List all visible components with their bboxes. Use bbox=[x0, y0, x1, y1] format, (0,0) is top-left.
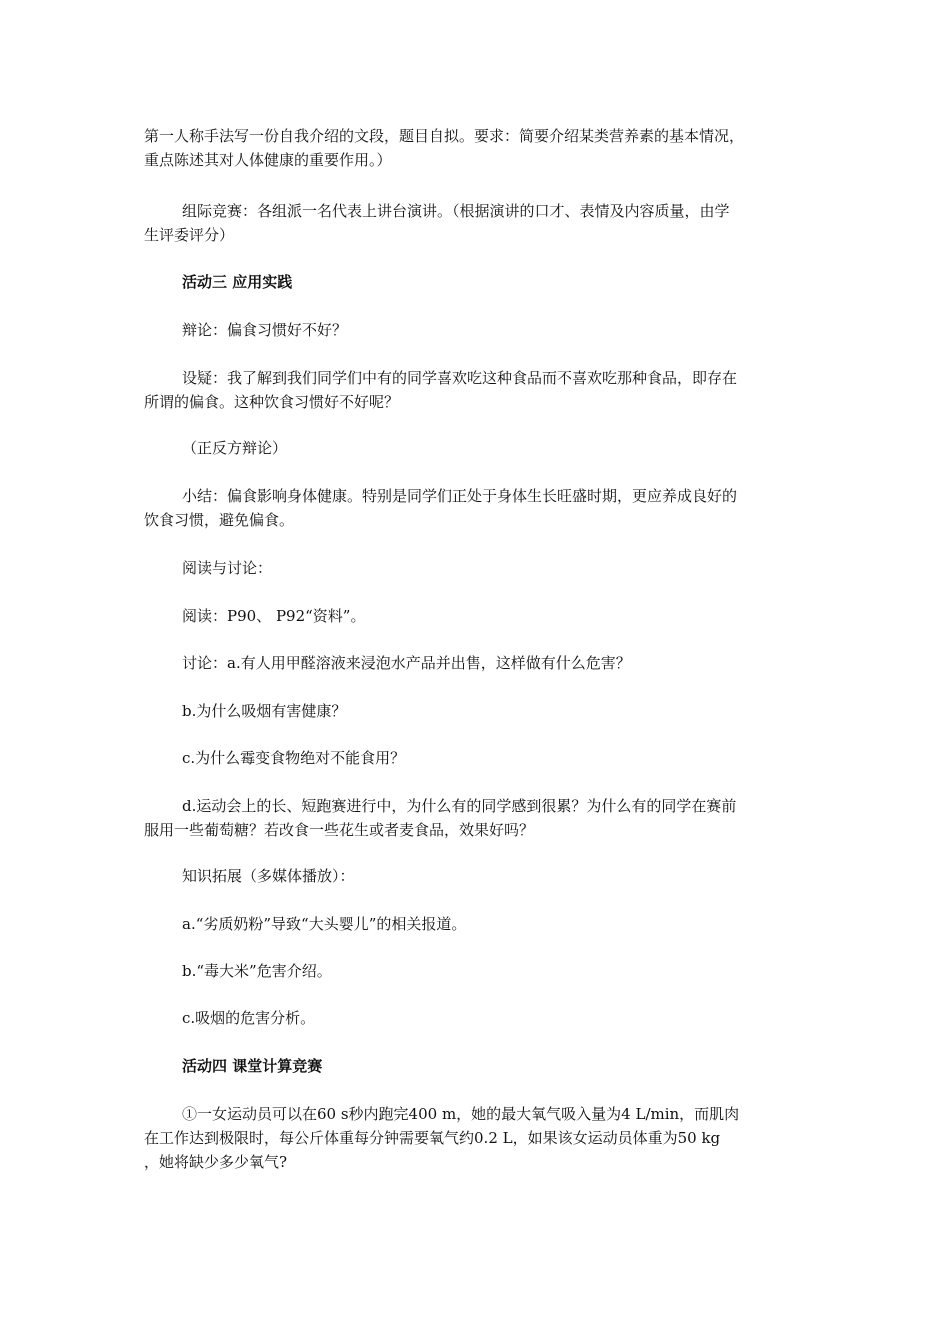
paragraph-extension-b bbox=[144, 959, 854, 983]
text-line: 所谓的偏食。这种饮食习惯好不好呢？ bbox=[144, 393, 400, 411]
paragraph-discussion-b bbox=[144, 699, 854, 723]
paragraph-intro-writing bbox=[144, 124, 816, 172]
text-line: 生评委评分） bbox=[144, 226, 235, 244]
text-line: 阅读与讨论： bbox=[182, 559, 273, 577]
text-line: ，她将缺少多少氧气? bbox=[144, 1153, 288, 1171]
text-line: 饮食习惯，避免偏食。 bbox=[144, 511, 295, 529]
heading-text: 活动三 应用实践 bbox=[182, 273, 293, 291]
text-line: （正反方辩论） bbox=[182, 439, 288, 457]
paragraph-reading-discussion bbox=[144, 556, 854, 580]
paragraph-group-competition bbox=[144, 199, 816, 247]
section-heading-activity-4 bbox=[144, 1054, 854, 1078]
text-line: 讨论：a.有人用甲醛溶液来浸泡水产品并出售，这样做有什么危害？ bbox=[182, 654, 631, 672]
text-line: 重点陈述其对人体健康的重要作用。） bbox=[144, 151, 392, 169]
paragraph-extension-a bbox=[144, 912, 854, 936]
text-line: a.“劣质奶粉”导致“大头婴儿”的相关报道。 bbox=[182, 915, 467, 933]
text-line: 辩论：偏食习惯好不好？ bbox=[182, 321, 348, 339]
text-line: ①一女运动员可以在60 s秒内跑完400 m，她的最大氧气吸入量为4 L/min，而肌肉 bbox=[182, 1105, 740, 1123]
text-line: 组际竞赛：各组派一名代表上讲台演讲。（根据演讲的口才、表情及内容质量，由学 bbox=[182, 202, 730, 220]
text-line: 阅读：P90、 P92“资料”。 bbox=[182, 607, 366, 625]
paragraph-calculation-problem bbox=[144, 1102, 816, 1174]
paragraph-debate bbox=[144, 318, 854, 342]
text-line: 在工作达到极限时，每公斤体重每分钟需要氧气约0.2 L，如果该女运动员体重为50 kg bbox=[144, 1129, 721, 1147]
paragraph-debate-sides bbox=[144, 436, 854, 460]
paragraph-extension-c bbox=[144, 1006, 854, 1030]
text-line: d.运动会上的长、短跑赛进行中，为什么有的同学感到很累？为什么有的同学在赛前 bbox=[182, 797, 737, 815]
paragraph-discussion-d bbox=[144, 794, 816, 842]
text-line: c.吸烟的危害分析。 bbox=[182, 1009, 316, 1027]
text-line: c.为什么霉变食物绝对不能食用？ bbox=[182, 749, 406, 767]
paragraph-question bbox=[144, 366, 816, 414]
heading-text: 活动四 课堂计算竞赛 bbox=[182, 1057, 323, 1075]
text-line: 第一人称手法写一份自我介绍的文段，题目自拟。要求：简要介绍某类营养素的基本情况， bbox=[144, 127, 745, 145]
text-line: 知识拓展（多媒体播放）： bbox=[182, 867, 355, 885]
text-line: b.为什么吸烟有害健康？ bbox=[182, 702, 347, 720]
paragraph-knowledge-extension bbox=[144, 864, 854, 888]
paragraph-reading bbox=[144, 604, 854, 628]
text-line: 设疑：我了解到我们同学们中有的同学喜欢吃这种食品而不喜欢吃那种食品，即存在 bbox=[182, 369, 738, 387]
text-line: 小结：偏食影响身体健康。特别是同学们正处于身体生长旺盛时期，更应养成良好的 bbox=[182, 487, 738, 505]
paragraph-summary bbox=[144, 484, 816, 532]
paragraph-discussion-a bbox=[144, 651, 854, 675]
text-line: 服用一些葡萄糖？若改食一些花生或者麦食品，效果好吗？ bbox=[144, 821, 535, 839]
section-heading-activity-3 bbox=[144, 270, 854, 294]
paragraph-discussion-c bbox=[144, 746, 854, 770]
text-line: b.“毒大米”危害介绍。 bbox=[182, 962, 332, 980]
